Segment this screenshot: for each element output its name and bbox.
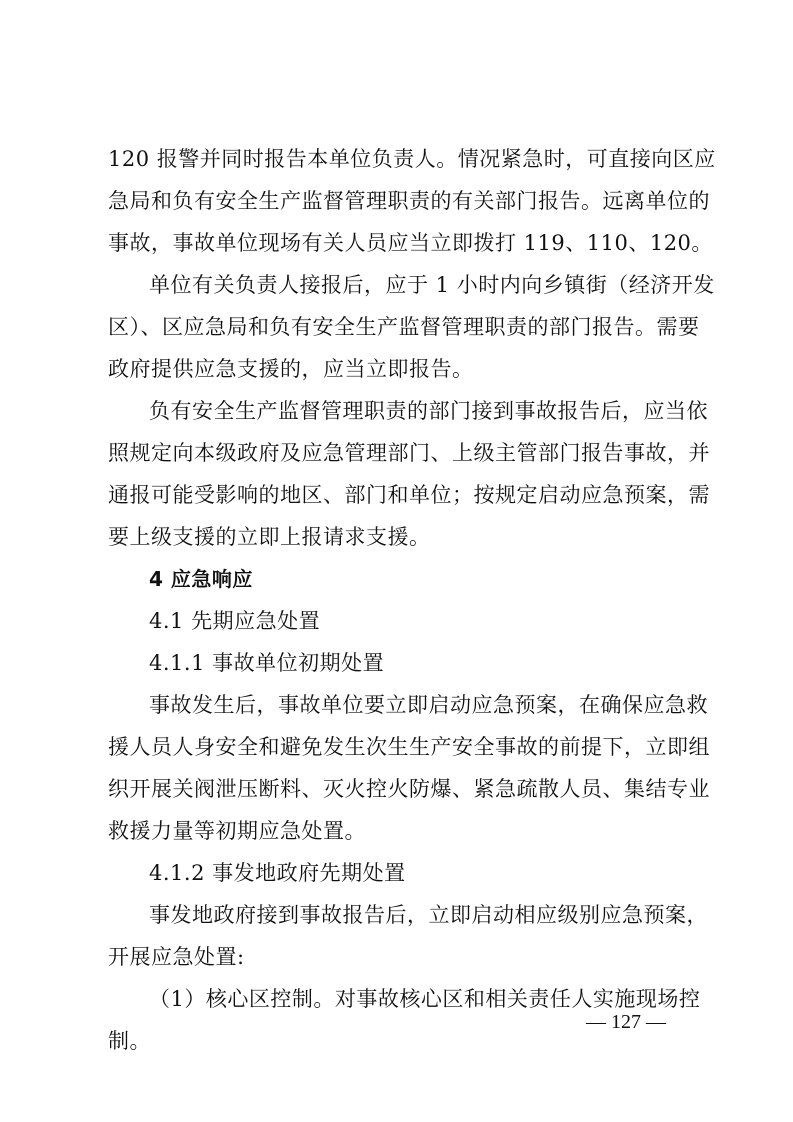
body-text-line: 事故发生后，事故单位要立即启动应急预案，在确保应急救 <box>149 693 708 717</box>
subsection-heading: 4.1 先期应急处置 <box>149 609 321 633</box>
body-text-line: 救援力量等初期应急处置。 <box>108 819 366 843</box>
body-text-line: 急局和负有安全生产监督管理职责的有关部门报告。远离单位的 <box>108 189 710 213</box>
body-text-line: 要上级支援的立即上报请求支援。 <box>108 525 431 549</box>
body-text-line: 负有安全生产监督管理职责的部门接到事故报告后，应当依 <box>149 399 708 423</box>
body-text-line: 事故，事故单位现场有关人员应当立即拨打 119、110、120。 <box>108 231 713 255</box>
body-text-line: 120 报警并同时报告本单位负责人。情况紧急时，可直接向区应 <box>108 147 716 171</box>
body-text-line: 事发地政府接到事故报告后，立即启动相应级别应急预案， <box>149 903 708 927</box>
subsubsection-heading: 4.1.1 事故单位初期处置 <box>149 651 385 675</box>
body-text-line: 照规定向本级政府及应急管理部门、上级主管部门报告事故，并 <box>108 441 710 465</box>
subsubsection-heading: 4.1.2 事发地政府先期处置 <box>149 861 406 885</box>
body-text-line: 织开展关阀泄压断料、灭火控火防爆、紧急疏散人员、集结专业 <box>108 777 710 801</box>
page-number: — 127 — <box>586 1011 666 1033</box>
body-text-line: 单位有关负责人接报后，应于 1 小时内向乡镇街（经济开发 <box>149 273 715 297</box>
body-text-line: 开展应急处置: <box>108 945 245 969</box>
body-text-line: 区）、区应急局和负有安全生产监督管理职责的部门报告。需要 <box>108 315 700 339</box>
body-text-line: 政府提供应急支援的，应当立即报告。 <box>108 357 474 381</box>
body-text-line: 制。 <box>108 1029 151 1053</box>
body-text-line: 通报可能受影响的地区、部门和单位；按规定启动应急预案，需 <box>108 483 710 507</box>
body-text-line: （1）核心区控制。对事故核心区和相关责任人实施现场控 <box>149 987 701 1011</box>
section-heading: 4 应急响应 <box>149 567 253 591</box>
body-text-line: 援人员人身安全和避免发生次生生产安全事故的前提下，立即组 <box>108 735 710 759</box>
